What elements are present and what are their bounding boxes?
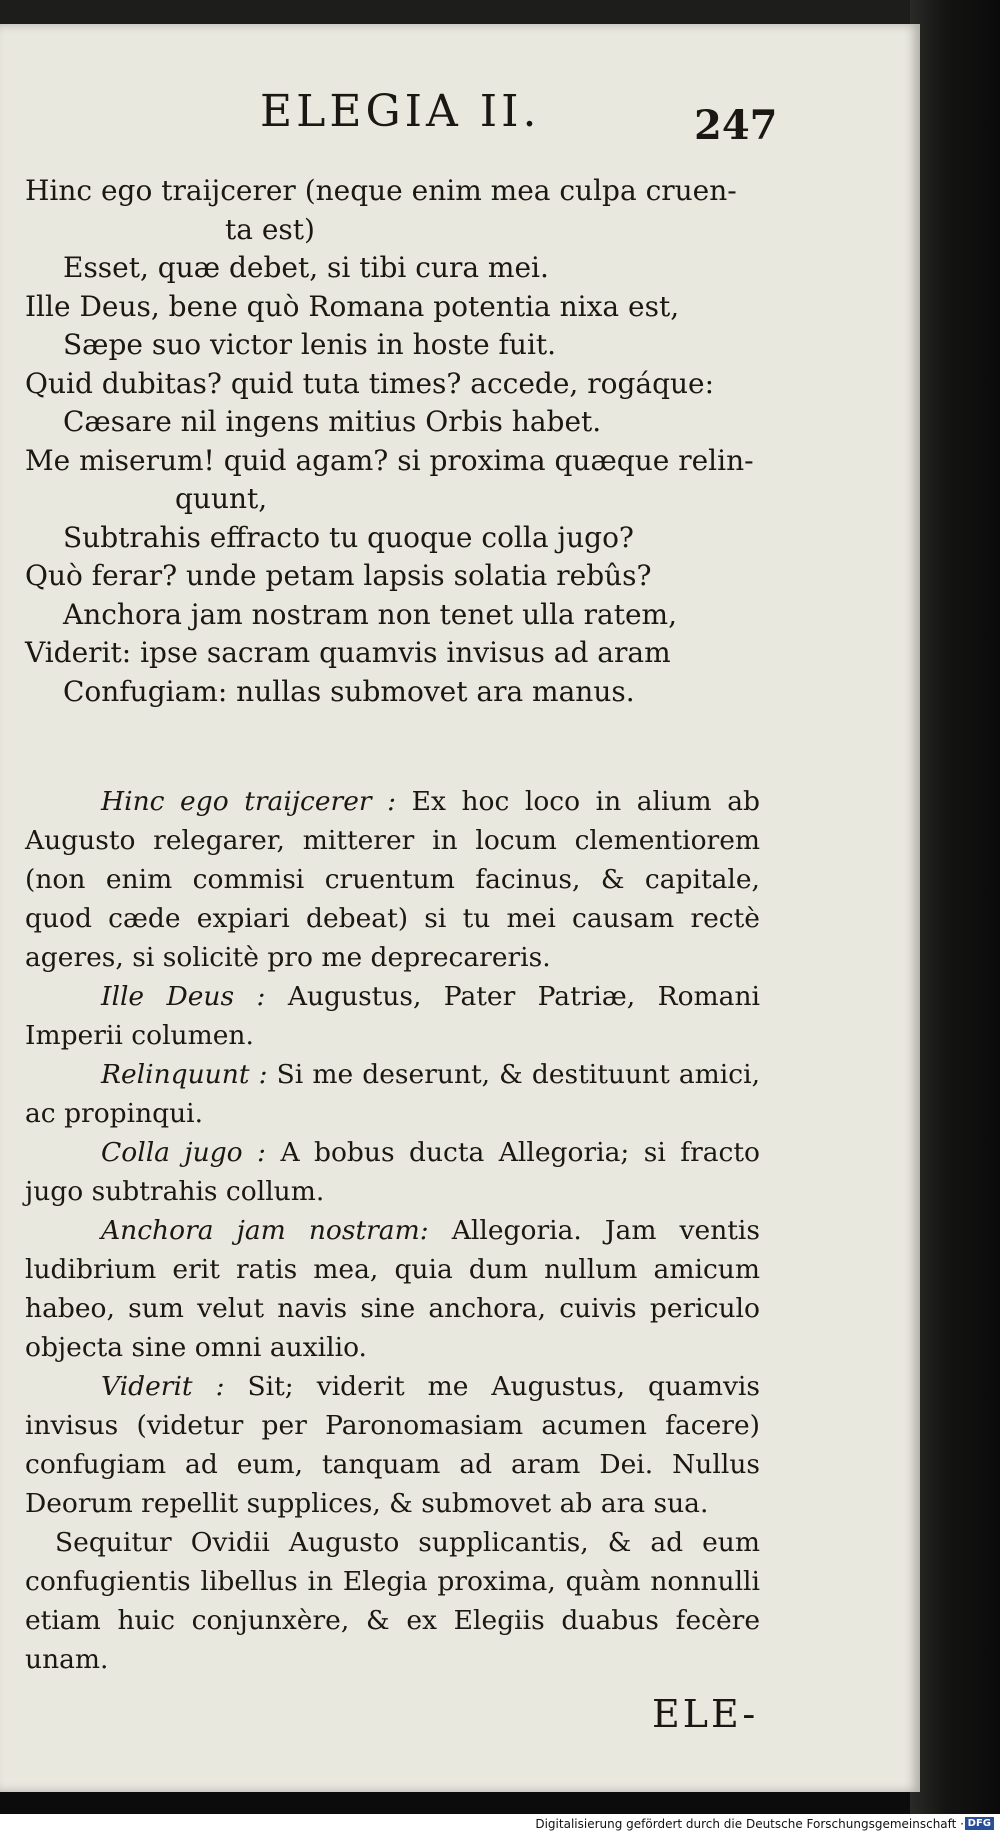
commentary-text: Allegoria. Jam ventis ludibrium erit ratis mea, quia dum nullum amicum habeo, sum velut navis sine anchora, cuivis periculo objecta sine omni auxilio.	[25, 1215, 760, 1363]
scan-top-edge	[0, 0, 1000, 24]
commentary-lemma: Ille Deus :	[101, 981, 266, 1012]
commentary-lemma: Viderit :	[101, 1371, 225, 1402]
page-number: 247	[694, 102, 778, 149]
commentary-lemma: Relinquunt :	[101, 1059, 268, 1090]
commentary-text: Sequitur Ovidii Augusto supplicantis, & ad eum confugientis libellus in Elegia proxima, quàm nonnulli etiam huic conjunxère, & ex Elegiis duabus fecère unam.	[25, 1527, 760, 1675]
verse-line: Viderit: ipse sacram quamvis invisus ad aram	[25, 636, 671, 669]
commentary-text: Sit; viderit me Augustus, quamvis invisus (videtur per Paronomasiam acumen facere) confugiam ad eum, tanquam ad aram Dei. Nullus Deorum repellit supplices, & submovet ab ara sua.	[25, 1371, 760, 1519]
commentary-lemma: Anchora jam nostram:	[101, 1215, 429, 1246]
commentary-text: Augustus, Pater Patriæ, Romani Imperii columen.	[25, 981, 760, 1051]
verse-line: Hinc ego traijcerer (neque enim mea culpa cruen-	[25, 174, 737, 207]
verse-line: Anchora jam nostram non tenet ulla ratem,	[63, 597, 677, 631]
commentary-text: A bobus ducta Allegoria; si fracto jugo subtrahis collum.	[25, 1137, 760, 1207]
verse-line: Sæpe suo victor lenis in hoste fuit.	[63, 328, 557, 361]
verse-line: Quò ferar? unde petam lapsis solatia rebûs?	[25, 559, 652, 592]
verse-line: Subtrahis effracto tu quoque colla jugo?	[63, 520, 634, 554]
commentary-paragraph	[25, 1055, 760, 1133]
commentary-lemma: Hinc ego traijcerer :	[101, 786, 397, 817]
verse-line: Quid dubitas? quid tuta times? accede, rogáque:	[25, 366, 715, 400]
dfg-logo: DFG	[965, 1817, 994, 1830]
commentary-paragraph	[25, 782, 760, 977]
commentary-text: Ex hoc loco in alium ab Augusto relegarer, mitterer in locum clementiorem (non enim commisi cruentum facinus, & capitale, quod cæde expiari debeat) si tu mei causam rectè ageres, si solicitè pro me deprecareris.	[25, 786, 760, 973]
verse-line: Ille Deus, bene quò Romana potentia nixa est,	[25, 289, 680, 323]
commentary-block	[25, 782, 760, 1679]
verse-line: Cæsare nil ingens mitius Orbis habet.	[63, 405, 602, 438]
running-title: ELEGIA II.	[260, 86, 541, 137]
verse-line: Me miserum! quid agam? si proxima quæque relin-	[25, 443, 754, 477]
catchword: ELE-	[652, 1692, 759, 1736]
commentary-paragraph	[25, 1523, 760, 1679]
verse-line: quunt,	[175, 482, 268, 515]
book-page	[0, 24, 920, 1792]
verse-line: Esset, quæ debet, si tibi cura mei.	[63, 251, 549, 284]
footer-credit: Digitalisierung gefördert durch die Deutsche Forschungsgemeinschaft ·	[535, 1817, 964, 1831]
verse-line: ta est)	[225, 212, 315, 246]
book-gutter-shadow	[910, 0, 1000, 1839]
digitization-footer	[0, 1814, 1000, 1839]
commentary-paragraph	[25, 1367, 760, 1523]
commentary-paragraph	[25, 1211, 760, 1367]
commentary-lemma: Colla jugo :	[101, 1137, 266, 1168]
commentary-paragraph	[25, 977, 760, 1055]
commentary-paragraph	[25, 1133, 760, 1211]
verse-line: Confugiam: nullas submovet ara manus.	[63, 674, 635, 708]
verse-block	[25, 172, 795, 711]
commentary-text: Si me deserunt, & destituunt amici, ac propinqui.	[25, 1059, 761, 1129]
